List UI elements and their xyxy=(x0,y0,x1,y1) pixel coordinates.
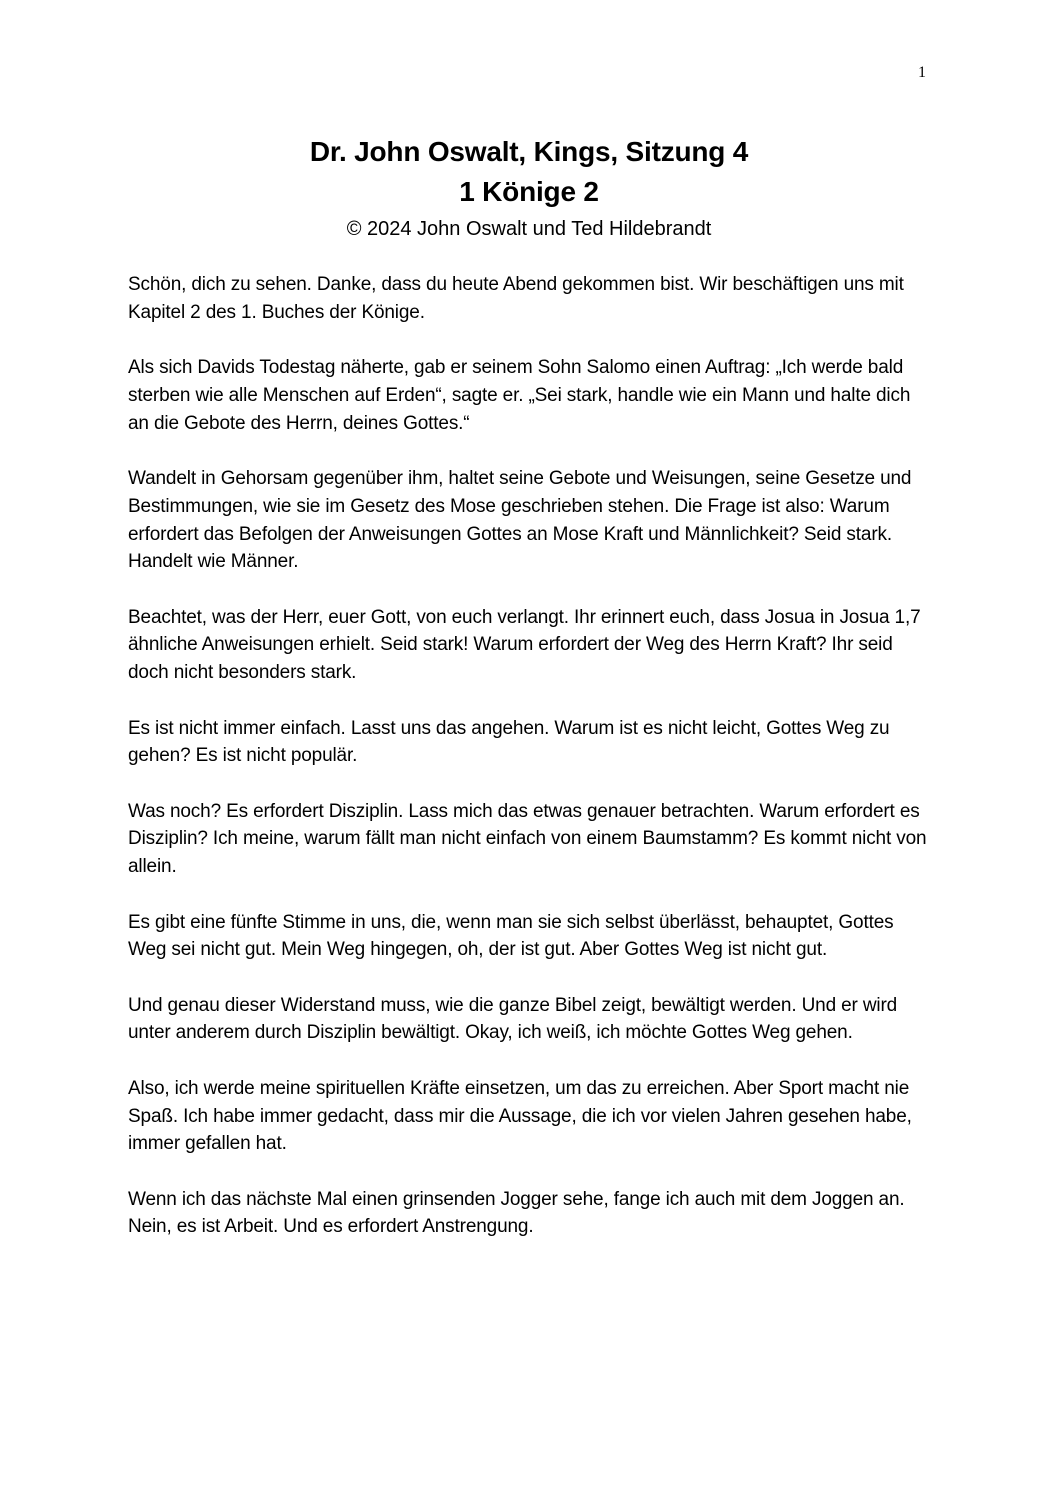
page-number: 1 xyxy=(918,64,926,81)
title-block xyxy=(0,132,1058,246)
paragraph: Als sich Davids Todestag näherte, gab er seinem Sohn Salomo einen Auftrag: „Ich werde bald sterben wie alle Menschen auf Erden“, sagte er. „Sei stark, handle wie ein Mann und halte dich an die Gebote des Herrn, deines Gottes.“ xyxy=(128,357,911,434)
body-text xyxy=(128,271,932,1269)
paragraph: Und genau dieser Widerstand muss, wie die ganze Bibel zeigt, bewältigt werden. Und er wird unter anderem durch Disziplin bewältigt. Okay, ich weiß, ich möchte Gottes Weg gehen. xyxy=(128,994,898,1044)
paragraph: Schön, dich zu sehen. Danke, dass du heute Abend gekommen bist. Wir beschäftigen uns mit Kapitel 2 des 1. Buches der Könige. xyxy=(128,274,904,323)
document-subtitle: 1 Könige 2 xyxy=(459,176,599,207)
paragraph: Wenn ich das nächste Mal einen grinsenden Jogger sehe, fange ich auch mit dem Joggen an. Nein, es ist Arbeit. Und es erfordert Anstrengung. xyxy=(128,1188,905,1238)
paragraph: Also, ich werde meine spirituellen Kräfte einsetzen, um das zu erreichen. Aber Sport macht nie Spaß. Ich habe immer gedacht, dass mir die Aussage, die ich vor vielen Jahren gesehen habe, immer gefallen hat. xyxy=(128,1077,912,1155)
paragraph: Es ist nicht immer einfach. Lasst uns das angehen. Warum ist es nicht leicht, Gottes Weg zu gehen? Es ist nicht populär. xyxy=(128,717,890,767)
document-title: Dr. John Oswalt, Kings, Sitzung 4 xyxy=(309,136,749,167)
paragraph: Was noch? Es erfordert Disziplin. Lass mich das etwas genauer betrachten. Warum erfordert es Disziplin? Ich meine, warum fällt man nicht einfach von einem Baumstamm? Es kommt nicht von allein. xyxy=(128,800,927,878)
copyright-notice: © 2024 John Oswalt und Ted Hildebrandt xyxy=(346,218,712,240)
paragraph: Beachtet, was der Herr, euer Gott, von euch verlangt. Ihr erinnert euch, dass Josua in Josua 1,7 ähnliche Anweisungen erhielt. Seid stark! Warum erfordert der Weg des Herrn Kraft? Ihr seid doch nicht besonders stark. xyxy=(128,606,921,684)
paragraph: Wandelt in Gehorsam gegenüber ihm, haltet seine Gebote und Weisungen, seine Gesetze und Bestimmungen, wie sie im Gesetz des Mose geschrieben stehen. Die Frage ist also: Warum erfordert das Befolgen der Anweisungen Gottes an Mose Kraft und Männlichkeit? Seid stark. Handelt wie Männer. xyxy=(128,467,912,573)
paragraph: Es gibt eine fünfte Stimme in uns, die, wenn man sie sich selbst überlässt, behauptet, Gottes Weg sei nicht gut. Mein Weg hingegen, oh, der ist gut. Aber Gottes Weg ist nicht gut. xyxy=(128,911,894,961)
